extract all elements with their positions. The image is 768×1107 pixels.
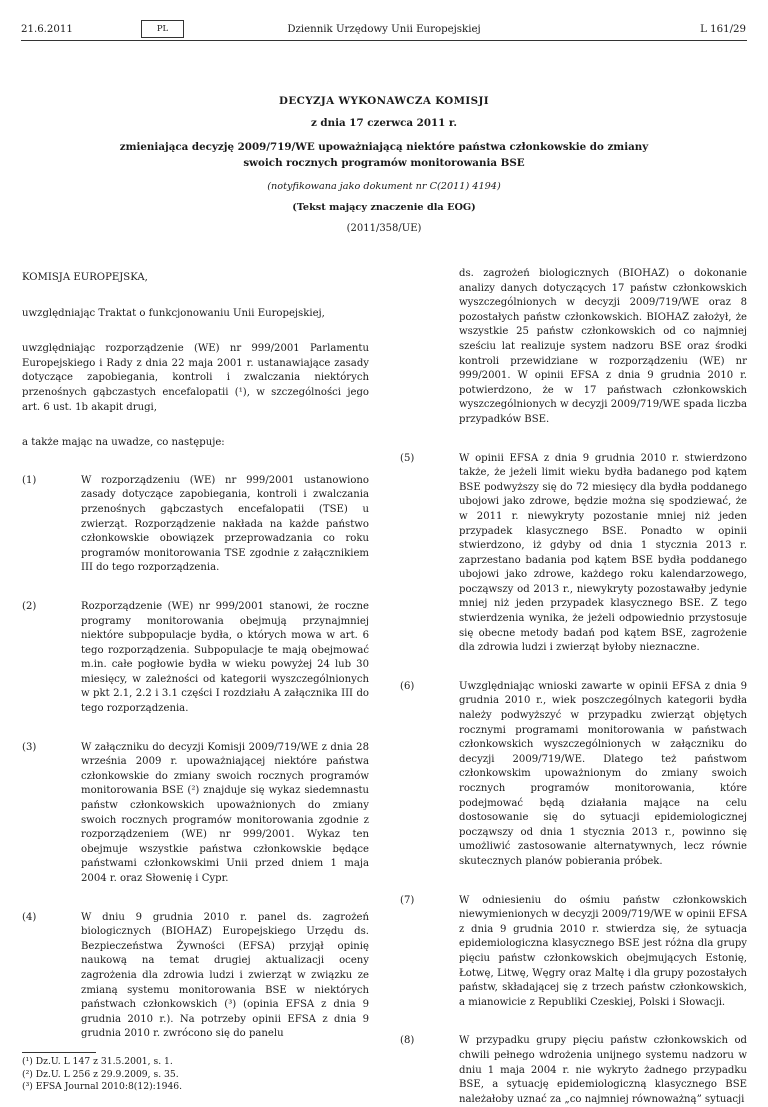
footnote: (²) Dz.U. L 256 z 29.9.2009, s. 35. [22,1068,179,1080]
recital-number: (7) [400,894,415,906]
preamble-commission: KOMISJA EUROPEJSKA, [22,272,148,283]
preamble-whereas: a także mając na uwadze, co następuje: [22,437,225,449]
page-reference: L 161/29 [700,24,746,35]
recital-text: W rozporządzeniu (WE) nr 999/2001 ustanowiono zasady dotyczące zapobiegania, kontroli i zwalczania przenośnych gąbczastych encefalopatii (TSE) u zwierząt. Rozporządzenie nakłada na każde państwo członkowskie obowiązek przeprowadzania co roku programów monitorowania TSE zgodnie z załącznikiem III do tego rozporządzenia. [81,474,369,574]
recital-number: (2) [22,600,37,612]
header-divider [21,40,747,41]
recital-text: W dniu 9 grudnia 2010 r. panel ds. zagrożeń biologicznych (BIOHAZ) Europejskiego Urzędu ds. Bezpieczeństwa Żywności (EFSA) przyjął opinię naukową na temat drugiej aktualizacji oceny zagrożenia dla zdrowia ludzi i zwierząt w związku ze zmianą systemu monitorowania BSE w niektórych państwach członkowskich (³) (opinia EFSA z dnia 9 grudnia 2010 r.). Na potrzeby opinii EFSA z dnia 9 grudnia 2010 r. zwrócono się do panelu [81,911,369,1040]
left-column [22,267,369,1094]
footnote-divider [22,1052,96,1053]
recital-number: (6) [400,680,415,692]
recital-continuation [400,267,747,428]
recital-continuation-text: ds. zagrożeń biologicznych (BIOHAZ) o dokonanie analizy danych dotyczących 17 państw członkowskich wyszczególnionych w decyzji 2009/719/WE oraz 8 pozostałych państw członkowskich. BIOHAZ założył, że wszystkie 25 państw członkowskich od co najmniej sześciu lat realizuje system nadzoru BSE oraz środki kontroli przewidziane w rozporządzeniu (WE) nr 999/2001. W opinii EFSA z dnia 9 grudnia 2010 r. potwierdzono, że w 17 państwach członkowskich wyszczególnionych w decyzji 2009/719/WE spada liczba przypadków BSE. [459,268,747,425]
language-badge: PL [141,20,184,38]
decision-date: z dnia 17 czerwca 2011 r. [311,117,457,129]
recital [400,452,747,656]
page-header [0,12,768,36]
recital [22,600,369,717]
recital [22,911,369,1042]
recital-text: W opinii EFSA z dnia 9 grudnia 2010 r. stwierdzono także, że jeżeli limit wieku bydła badanego pod kątem BSE podwyższy się do 72 miesięcy dla bydła poddanego ubojowi jako zdrowe, będzie można się spodziewać, że w 2011 r. niewykryty pozostanie mniej niż jeden przypadek klasycznego BSE. Ponadto w opinii stwierdzono, iż gdyby od dnia 1 stycznia 2013 r. zaprzestano badania pod kątem BSE bydła poddanego ubojowi jako zdrowe, każdego roku kalendarzowego, począwszy od 2013 r., niewykryty pozostawałby jedynie mniej niż jeden przypadek klasycznego BSE. Z tego stwierdzenia wynika, że jeżeli odpowiednio przystosuje się obecne metody badań pod kątem BSE, zagrożenie dla zdrowia ludzi i zwierząt byłoby nieznaczne. [459,452,747,654]
recital [400,680,747,870]
recital-number: (8) [400,1035,415,1047]
right-column [400,267,747,1107]
recital-number: (1) [22,474,37,486]
journal-title: Dziennik Urzędowy Unii Europejskiej [287,24,481,35]
title-block [0,95,768,244]
recital [400,894,747,1011]
footnote: (¹) Dz.U. L 147 z 31.5.2001, s. 1. [22,1055,173,1067]
recital-text: Rozporządzenie (WE) nr 999/2001 stanowi, że roczne programy monitorowania obejmują przynajmniej niektóre subpopulacje bydła, o których mowa w art. 6 tego rozporządzenia. Subpopulacje te mają obejmować m.in. całe pogłowie bydła w wieku powyżej 24 lub 30 miesięcy, w zależności od kategorii wyszczególnionych w pkt 2.1, 2.2 i 3.1 części I rozdziału A załącznika III do tego rozporządzenia. [81,600,369,715]
recital-text: W odniesieniu do ośmiu państw członkowskich niewymienionych w decyzji 2009/719/WE w opinii EFSA z dnia 9 grudnia 2010 r. stwierdza się, że sytuacja epidemiologiczna klasycznego BSE jest różna dla grupy pięciu państw członkowskich obejmujących Estonię, Łotwę, Litwę, Węgry oraz Maltę i dla grupy pozostałych państw, składającej się z trzech państw członkowskich, a mianowicie z Republiki Czeskiej, Polski i Słowacji. [459,894,747,1008]
recital [22,474,369,576]
decision-heading: DECYZJA WYKONAWCZA KOMISJI [279,95,489,107]
decision-subject: zmieniająca decyzję 2009/719/WE upoważniającą niektóre państwa członkowskie do zmiany swoich rocznych programów monitorowania BSE [119,141,649,169]
recital-text: W załączniku do decyzji Komisji 2009/719/WE z dnia 28 września 2009 r. upoważniającej niektóre państwa członkowskie do zmiany swoich rocznych programów monitorowania BSE (²) znajduje się wykaz siedemnastu państw członkowskich upoważnionych do zmiany swoich rocznych programów monitorowania zgodnie z rozporządzeniem (WE) nr 999/2001. Wykaz ten obejmuje wszystkie państwa członkowskie będące państwami członkowskimi Unii przed dniem 1 maja 2004 r. oraz Słowenię i Cypr. [81,741,369,884]
recital-number: (5) [400,452,415,464]
recital [400,1034,747,1107]
recital-text: Uwzględniając wnioski zawarte w opinii EFSA z dnia 9 grudnia 2010 r., wiek poszczególnych kategorii bydła należy podwyższyć w przypadku zwierząt objętych rocznymi programami monitorowania w państwach członkowskich wyszczególnionych w załączniku do decyzji 2009/719/WE. Dlatego też państwom członkowskim upoważnionym do zmiany swoich rocznych programów monitorowania, które podejmować będą działania mające na celu dostosowanie się do sytuacji epidemiologicznej począwszy od dnia 1 stycznia 2013 r., powinno się umożliwić zastosowanie alternatywnych, lecz równie skutecznych planów pobierania próbek. [459,680,747,867]
notification-note: (notyfikowana jako dokument nr C(2011) 4194) [267,181,501,192]
document-reference: (2011/358/UE) [346,223,422,234]
recital-text: W przypadku grupy pięciu państw członkowskich od chwili pełnego wdrożenia unijnego systemu nadzoru w dniu 1 maja 2004 r. nie wykryto żadnego przypadku BSE, a sytuację epidemiologiczną klasycznego BSE należałoby uznać za „co najmniej równoważną” sytuacji [459,1035,747,1105]
eea-relevance: (Tekst mający znaczenie dla EOG) [292,202,476,213]
preamble-treaty: uwzględniając Traktat o funkcjonowaniu Unii Europejskiej, [22,307,325,319]
recital-number: (3) [22,741,37,753]
preamble-regulation: uwzględniając rozporządzenie (WE) nr 999/2001 Parlamentu Europejskiego i Rady z dnia 22 maja 2001 r. ustanawiające zasady dotyczące zapobiegania, kontroli i zwalczania niektórych przenośnych gąbczastych encefalopatii (¹), w szczególności jego art. 6 ust. 1b akapit drugi, [22,343,369,413]
publication-date: 21.6.2011 [21,24,73,35]
footnote: (³) EFSA Journal 2010:8(12):1946. [22,1081,183,1093]
recital [22,741,369,887]
recital-number: (4) [22,911,37,923]
